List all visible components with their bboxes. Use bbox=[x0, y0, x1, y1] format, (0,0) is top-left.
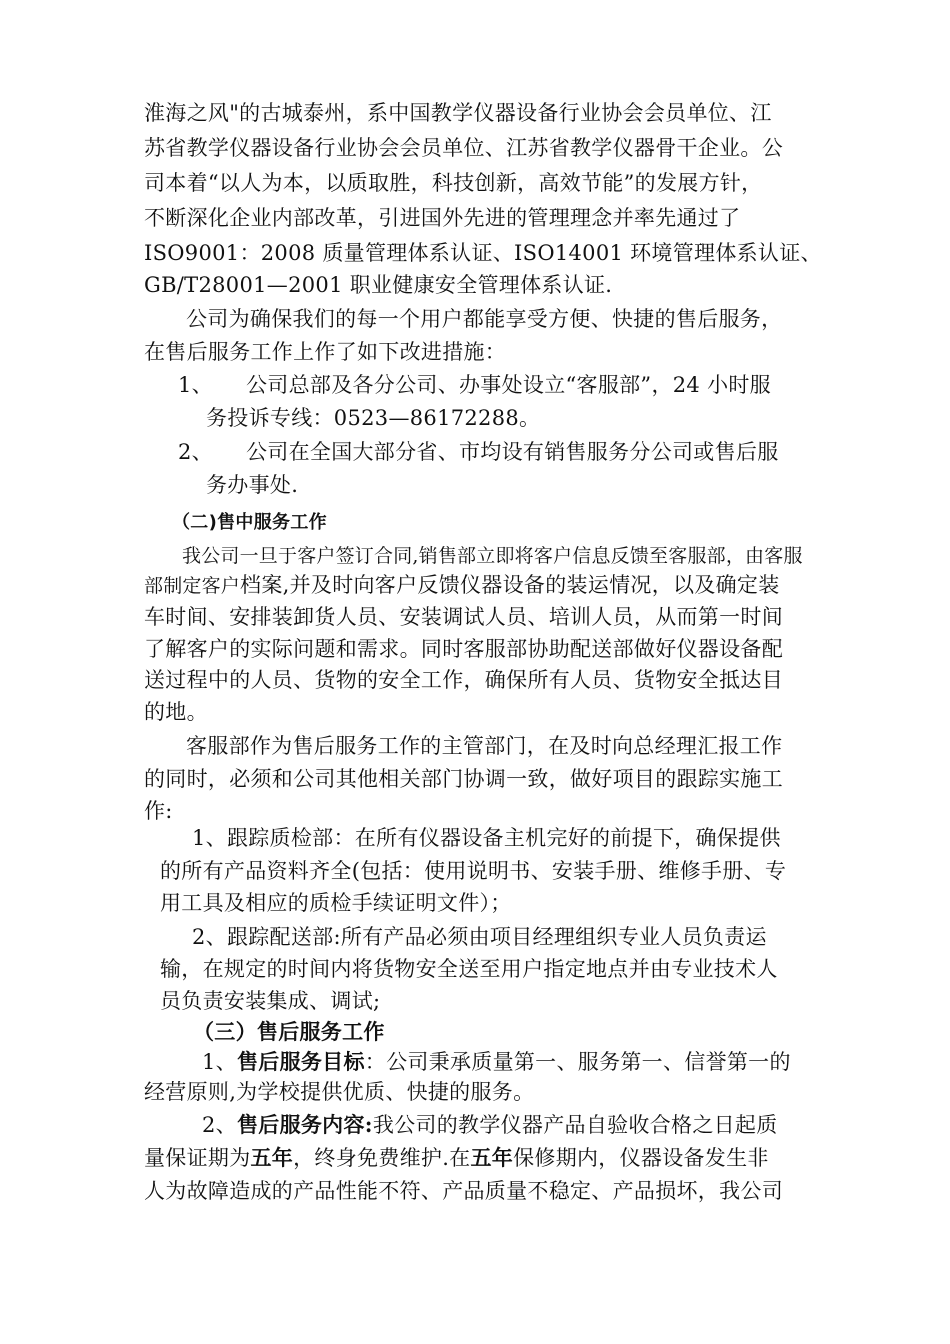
measure-item-1-line-1: 公司总部及各分公司、办事处设立“客服部”，24 小时服 bbox=[246, 373, 771, 397]
section-2-p1-line-1: 我公司一旦于客户签订合同,销售部立即将客户信息反馈至客服部，由客服 bbox=[182, 545, 803, 567]
section-2-p1-line-2a: 部制定客户 bbox=[144, 575, 241, 597]
content-2-line-2a: 量保证期为 bbox=[144, 1146, 251, 1170]
track-item-1-line-2: 的所有产品资料齐全(包括：使用说明书、安装手册、维修手册、专 bbox=[160, 859, 787, 883]
section-2-p1-line-5: 送过程中的人员、货物的安全工作，确保所有人员、货物安全抵达目 bbox=[144, 668, 783, 692]
track-item-2-line-1: 2、跟踪配送部:所有产品必须由项目经理组织专业人员负责运 bbox=[192, 925, 767, 949]
warranty-years-2: 五年 bbox=[470, 1145, 514, 1170]
measures-line-2: 在售后服务工作上作了如下改进措施： bbox=[144, 340, 507, 364]
intro-line-2: 苏省教学仪器设备行业协会会员单位、江苏省教学仪器骨干企业。公 bbox=[144, 136, 783, 160]
section-2-p1-line-3: 车时间、安排装卸货人员、安装调试人员、培训人员，从而第一时间 bbox=[144, 605, 783, 629]
goal-1-line-1 bbox=[202, 1047, 791, 1077]
section-3-heading: （三）售后服务工作 bbox=[193, 1020, 385, 1044]
intro-line-5: ISO9001：2008 质量管理体系认证、ISO14001 环境管理体系认证、 bbox=[144, 241, 822, 265]
goal-1-line-2: 经营原则,为学校提供优质、快捷的服务。 bbox=[144, 1080, 535, 1104]
section-2-p1-line-4: 了解客户的实际问题和需求。同时客服部协助配送部做好仪器设备配 bbox=[144, 637, 783, 661]
goal-1-line-1-rest: ：公司秉承质量第一、服务第一、信誉第一的 bbox=[364, 1050, 791, 1074]
track-item-2-line-3: 员负责安装集成、调试; bbox=[160, 989, 381, 1013]
warranty-years-1: 五年 bbox=[250, 1145, 294, 1170]
content-2-line-2 bbox=[144, 1143, 769, 1173]
section-2-p2-line-2: 的同时，必须和公司其他相关部门协调一致，做好项目的跟踪实施工 bbox=[144, 767, 783, 791]
track-item-1-line-1: 1、跟踪质检部：在所有仪器设备主机完好的前提下，确保提供 bbox=[192, 826, 781, 850]
section-2-p2-line-3: 作: bbox=[144, 799, 173, 823]
content-2-line-3: 人为故障造成的产品性能不符、产品质量不稳定、产品损坏，我公司 bbox=[144, 1179, 783, 1203]
content-2-line-2c: ，终身免费维护.在 bbox=[293, 1146, 471, 1170]
content-2-line-2e: 保修期内，仪器设备发生非 bbox=[513, 1146, 769, 1170]
content-2-number: 2、 bbox=[202, 1113, 237, 1137]
track-item-2-line-2: 输，在规定的时间内将货物安全送至用户指定地点并由专业技术人 bbox=[160, 957, 778, 981]
intro-line-3: 司本着“以人为本，以质取胜，科技创新，高效节能”的发展方针， bbox=[144, 171, 763, 195]
content-2-label: 售后服务内容: bbox=[236, 1112, 373, 1137]
goal-1-number: 1、 bbox=[202, 1050, 237, 1074]
goal-1-label: 售后服务目标 bbox=[236, 1049, 365, 1074]
section-2-p1-line-2 bbox=[144, 570, 780, 601]
measure-item-2-line-2: 务办事处. bbox=[206, 473, 299, 497]
section-2-p1-line-6: 的地。 bbox=[144, 700, 208, 724]
intro-line-1: 淮海之风"的古城泰州，系中国教学仪器设备行业协会会员单位、江 bbox=[144, 101, 772, 125]
section-2-p2-line-1: 客服部作为售后服务工作的主管部门，在及时向总经理汇报工作 bbox=[186, 734, 783, 758]
intro-line-4: 不断深化企业内部改革，引进国外先进的管理理念并率先通过了 bbox=[144, 206, 741, 230]
intro-line-6: GB/T28001—2001 职业健康安全管理体系认证. bbox=[144, 273, 613, 297]
content-2-line-1-rest: 我公司的教学仪器产品自验收合格之日起质 bbox=[372, 1113, 778, 1137]
measures-line-1: 公司为确保我们的每一个用户都能享受方便、快捷的售后服务， bbox=[186, 307, 783, 331]
content-2-line-1 bbox=[202, 1110, 778, 1140]
measure-item-2-line-1: 公司在全国大部分省、市均设有销售服务分公司或售后服 bbox=[246, 440, 779, 464]
track-item-1-line-3: 用工具及相应的质检手续证明文件）； bbox=[160, 891, 512, 915]
measure-item-2-number: 2、 bbox=[178, 440, 213, 464]
section-2-heading: （二)售中服务工作 bbox=[172, 512, 327, 533]
measure-item-1-line-2: 务投诉专线：0523—86172288。 bbox=[206, 406, 541, 430]
section-2-p1-line-2b: 档案,并及时向客户反馈仪器设备的装运情况，以及确定装 bbox=[240, 573, 780, 597]
measure-item-1-number: 1、 bbox=[178, 373, 213, 397]
